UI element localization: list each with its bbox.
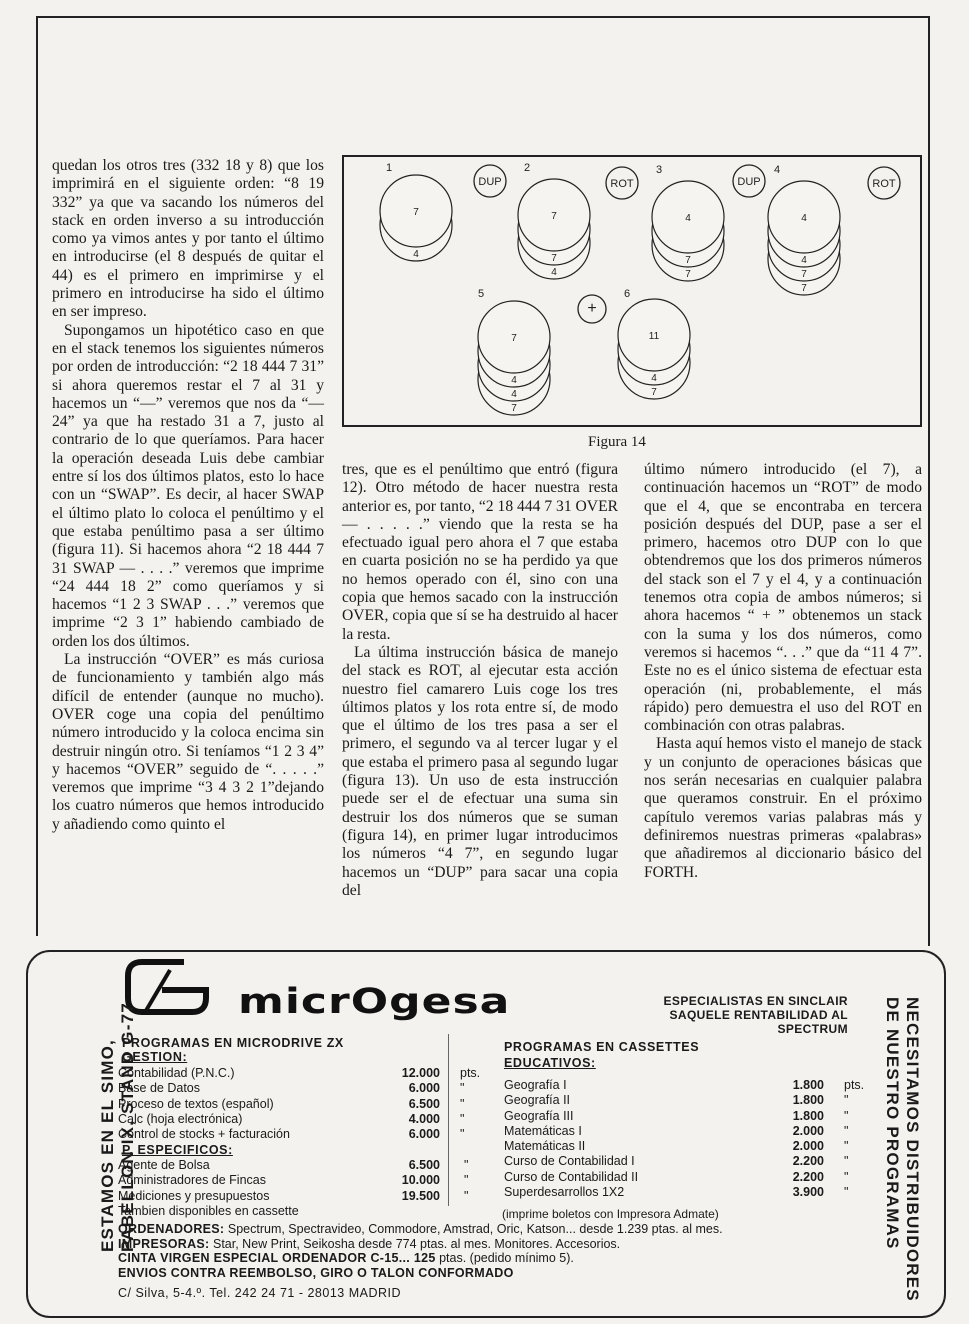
step-label: 5 xyxy=(478,288,485,300)
brand-name: micrOgesa xyxy=(238,982,511,1022)
paragraph: Hasta aquí hemos visto el manejo de stack y un conjunto de operaciones básicas que nos serán necesarias en cualquier palabra que queramos construir. En el próximo capítulo veremos varias palabras más y definiremos nuestras primeras «palabras» que añadiremos al diccionario básico del FORTH. xyxy=(644,735,922,881)
price-unit: " xyxy=(460,1111,465,1126)
address: C/ Silva, 5-4.º. Tel. 242 24 71 - 28013 MADRID xyxy=(118,1286,402,1300)
program-price: 2.000 xyxy=(792,1139,824,1154)
plate-number: 4 xyxy=(511,375,517,386)
price-row xyxy=(504,1139,849,1154)
divider xyxy=(448,1034,449,1206)
microgesa-advertisement xyxy=(26,950,946,1318)
program-name: Calc (hoja electrónica) xyxy=(118,1111,243,1126)
distributors-line-1: NECESITAMOS DISTRIBUIDORES xyxy=(903,997,922,1302)
price-unit: " xyxy=(844,1169,849,1184)
program-price: 6.000 xyxy=(408,1081,440,1096)
especificos-list xyxy=(118,1158,469,1204)
program-name: Matemáticas II xyxy=(504,1139,586,1154)
program-price: 1.800 xyxy=(792,1093,824,1108)
program-price: 2.200 xyxy=(792,1154,824,1169)
impresoras-line xyxy=(118,1237,723,1252)
program-price: 3.900 xyxy=(792,1185,824,1200)
program-name: Administradores de Fincas xyxy=(118,1173,266,1188)
price-row xyxy=(118,1096,465,1112)
price-row xyxy=(118,1111,465,1127)
slogan-line-2: SAQUELE RENTABILIDAD AL SPECTRUM xyxy=(669,1008,848,1036)
operation-label: ROT xyxy=(610,178,634,190)
article-column-3 xyxy=(644,461,922,882)
program-price: 1.800 xyxy=(792,1078,824,1092)
price-unit: " xyxy=(844,1093,849,1108)
envios-text: ENVIOS CONTRA REEMBOLSO, GIRO O TALON CONFORMADO xyxy=(118,1265,514,1280)
educativos-title: EDUCATIVOS: xyxy=(504,1056,596,1070)
slogan xyxy=(602,994,848,1036)
simo-line-1: ESTAMOS EN EL SIMO, xyxy=(98,1039,117,1252)
price-unit: " xyxy=(844,1154,849,1169)
price-unit: " xyxy=(844,1108,849,1123)
price-row xyxy=(118,1173,469,1188)
price-unit: " xyxy=(844,1139,849,1154)
cinta-text: ptas. (pedido mínimo 5). xyxy=(439,1251,574,1265)
impresoras-text: Star, New Print, Seikosha desde 774 ptas. al mes. Monitores. Accesorios. xyxy=(213,1236,621,1251)
price-row xyxy=(504,1169,849,1185)
step-label: 4 xyxy=(774,164,781,176)
page-frame-right xyxy=(928,16,930,946)
program-price: 12.000 xyxy=(401,1066,440,1080)
price-row xyxy=(504,1154,849,1169)
paragraph: La última instrucción básica de manejo del stack es ROT, al ejecutar esta acción nuestro fiel camarero Luis coge los tres últimos platos y los rota entre sí, de modo que el último de los tres pasa a ser el primero, el segundo va al tercer lugar y el que estaba el primero pasa al segundo lugar (figura 13). Un uso de esta instrucción puede ser el de efectuar una suma sin destruir los dos números que se suman (figura 14), en primer lugar introducimos los números “4 7”, en segundo lugar hacemos un “DUP” para sacar una copia del xyxy=(342,643,618,899)
slogan-line-1: ESPECIALISTAS EN SINCLAIR xyxy=(663,994,848,1008)
price-unit: " xyxy=(844,1123,849,1138)
plate-number: 4 xyxy=(685,213,691,224)
paragraph: quedan los otros tres (332 18 y 8) que los imprimirá en el siguiente orden: “8 19 332” ya que va sacando los números del stack en orden inverso a su introducción como ya vimos antes y por tanto el último en introducirse (el 8 después de quitar el 44) es el primero en imprimirse y el primero en introducirse ha sido el último en ser impreso. xyxy=(52,157,324,321)
step-label: 3 xyxy=(656,164,663,176)
operation-label: DUP xyxy=(478,176,502,188)
plate-number: 7 xyxy=(551,253,557,264)
operation-label: ROT xyxy=(872,178,896,190)
program-price: 2.000 xyxy=(792,1123,824,1138)
program-name: Geografía II xyxy=(504,1093,571,1108)
plate-number: 7 xyxy=(685,269,691,280)
price-row xyxy=(118,1188,469,1204)
step-label: 1 xyxy=(386,162,393,174)
program-name: Base de Datos xyxy=(118,1081,200,1096)
distributors-notice xyxy=(882,997,922,1302)
envios-line xyxy=(118,1266,723,1281)
program-name: Matemáticas I xyxy=(504,1123,582,1138)
figure-caption: Figura 14 xyxy=(588,434,646,450)
step-label: 2 xyxy=(524,162,531,174)
plate-number: 4 xyxy=(801,213,807,224)
microdrive-title: PROGRAMAS EN MICRODRIVE ZX xyxy=(122,1036,344,1050)
price-unit: " xyxy=(464,1188,469,1203)
especificos-title: P. ESPECIFICOS: xyxy=(122,1143,233,1157)
program-name: Proceso de textos (español) xyxy=(118,1096,274,1111)
plate-number: 4 xyxy=(551,267,557,278)
program-name: Curso de Contabilidad I xyxy=(504,1154,635,1169)
plate-number: 7 xyxy=(551,211,557,222)
program-price: 6.500 xyxy=(408,1096,440,1111)
plate-number: 4 xyxy=(413,249,419,260)
plate-number: 4 xyxy=(511,389,517,400)
price-unit: pts. xyxy=(844,1078,865,1092)
price-row xyxy=(504,1093,849,1108)
price-unit: " xyxy=(464,1158,469,1172)
plate-number: 7 xyxy=(801,269,807,280)
plate-number: 4 xyxy=(801,255,807,266)
price-row xyxy=(118,1127,465,1142)
price-row xyxy=(118,1066,481,1081)
step-label: 6 xyxy=(624,288,631,300)
price-unit: " xyxy=(464,1173,469,1188)
plate-number: 7 xyxy=(511,403,517,414)
plate-number: 7 xyxy=(801,283,807,294)
program-name: Mediciones y presupuestos xyxy=(118,1188,270,1203)
paragraph: Supongamos un hipotético caso en que en el stack tenemos los siguientes números por orden de introducción: “2 18 444 7 31” si ahora queremos restar el 7 al 31 y hacemos un “—” veremos que nos da “—24” ya que ha restado 31 a 7, justo al contrario de lo que queríamos. Para hacer la operación deseada Luis debe cambiar entre sí los dos últimos platos, esto lo hace con un “SWAP”. Es decir, al hacer SWAP el último plato lo coloca el penúltimo y el que estaba penúltimo pasa a ser último (figura 11). Si hacemos ahora “2 18 444 7 31 SWAP — . . . .” veremos que imprime “24 444 18 2” como queríamos y si hacemos “1 2 3 SWAP . . .” veremos que imprime “2 3 1” habiendo cambiado de orden los dos últimos. xyxy=(52,321,324,650)
price-row xyxy=(504,1123,849,1139)
distributors-line-2: DE NUESTRO PROGRAMAS xyxy=(883,997,902,1250)
paragraph: tres, que es el penúltimo que entró (figura 12). Otro método de hacer nuestra resta anterior es, por tanto, “2 18 444 7 31 OVER — . . . . .” viendo que la resta se ha efectuado igual pero ahora el 7 que estaba en cuarta posición no se ha perdido ya que no hemos operado con él, sino con una copia que hemos sacado con la instrucción OVER, copia que sí se ha destruido al hacer la resta. xyxy=(342,461,618,643)
ordenadores-line xyxy=(118,1222,723,1237)
price-unit: " xyxy=(460,1096,465,1111)
boletos-note: (imprime boletos con Impresora Admate) xyxy=(502,1207,719,1221)
paragraph: último número introducido (el 7), a continuación hacemos un “ROT” de modo que el 4, que se encontraba en tercera posición después del DUP, pase a ser el primero, hacemos otro DUP con lo que obtendremos que los dos primeros números del stack son el 7 y el 4, y a continuación tenemos otra copia de ambos números; si ahora hacemos “ + ” obtenemos un stack con la suma y los dos números, como veremos si hacemos “. . .” que da “11 4 7”. Este no es el único sistema de efectuar esta operación (ni, probablemente, el más rápido) pero demuestra el uso del ROT en combinación con otras palabras. xyxy=(644,461,922,735)
plate-number: 7 xyxy=(413,207,419,218)
price-unit: " xyxy=(460,1127,465,1142)
article-column-1 xyxy=(52,157,324,834)
program-price: 4.000 xyxy=(408,1111,440,1126)
program-name: Geografía III xyxy=(504,1108,574,1123)
program-price: 2.200 xyxy=(792,1169,824,1184)
ordenadores-text: Spectrum, Spectravideo, Commodore, Amstrad, Oric, Katson... desde 1.239 ptas. al mes. xyxy=(227,1222,723,1236)
simo-line-2: PABELLON IX, STAND G-77 xyxy=(118,1002,137,1252)
price-row xyxy=(118,1158,469,1173)
program-price: 1.800 xyxy=(792,1108,824,1123)
program-name: Control de stocks + facturación xyxy=(118,1127,290,1142)
price-row xyxy=(504,1078,865,1093)
price-row xyxy=(504,1185,849,1200)
program-price: 19.500 xyxy=(401,1188,440,1203)
price-unit: " xyxy=(844,1185,849,1200)
program-name: Contabilidad (P.N.C.) xyxy=(118,1066,235,1080)
paragraph: La instrucción “OVER” es más curiosa de funcionamiento y también algo más difícil de entender (aunque no mucho). OVER coge una copia del penúltimo número introducido y la coloca encima sin destruir ningún otro. Si teníamos “1 2 3 4” y hacemos “OVER” seguido de “. . . . .” veremos que imprime “3 4 3 2 1”dejando los cuatro números que hemos introducido y añadiendo como quinto el xyxy=(52,651,324,833)
price-unit: " xyxy=(460,1081,465,1096)
cinta-line xyxy=(118,1251,723,1266)
program-name: Curso de Contabilidad II xyxy=(504,1169,639,1184)
price-unit: pts. xyxy=(460,1066,481,1080)
ordenadores-label: ORDENADORES: xyxy=(118,1222,225,1236)
program-price: 10.000 xyxy=(401,1173,440,1188)
plate-number: 7 xyxy=(651,387,657,398)
page-frame-left xyxy=(36,16,38,936)
article-column-2 xyxy=(342,461,618,900)
operation-label: DUP xyxy=(737,176,761,188)
operation-label: + xyxy=(587,300,597,317)
program-name: Superdesarrollos 1X2 xyxy=(504,1185,625,1200)
educativos-list xyxy=(504,1078,865,1200)
program-price: 6.500 xyxy=(408,1158,440,1172)
ad-bottom-lines xyxy=(118,1222,723,1280)
cassettes-title: PROGRAMAS EN CASSETTES xyxy=(504,1040,700,1054)
cassette-note: Tambien disponibles en cassette xyxy=(118,1204,299,1218)
cinta-label: CINTA VIRGEN ESPECIAL ORDENADOR C-15... 125 xyxy=(118,1251,436,1265)
gestion-list xyxy=(118,1066,481,1142)
program-price: 6.000 xyxy=(408,1127,440,1142)
impresoras-label: IMPRESORAS: xyxy=(118,1236,210,1251)
plate-number: 7 xyxy=(685,255,691,266)
plate-number: 4 xyxy=(651,373,657,384)
plate-number: 7 xyxy=(511,333,517,344)
plate-number: 11 xyxy=(648,331,660,342)
program-name: Geografía I xyxy=(504,1078,567,1092)
gestion-title: GESTION: xyxy=(122,1050,188,1064)
program-name: Agente de Bolsa xyxy=(118,1158,210,1172)
figure-14-diagram xyxy=(342,155,922,427)
page-frame-top xyxy=(36,16,930,18)
price-row xyxy=(504,1108,849,1124)
price-row xyxy=(118,1081,465,1096)
